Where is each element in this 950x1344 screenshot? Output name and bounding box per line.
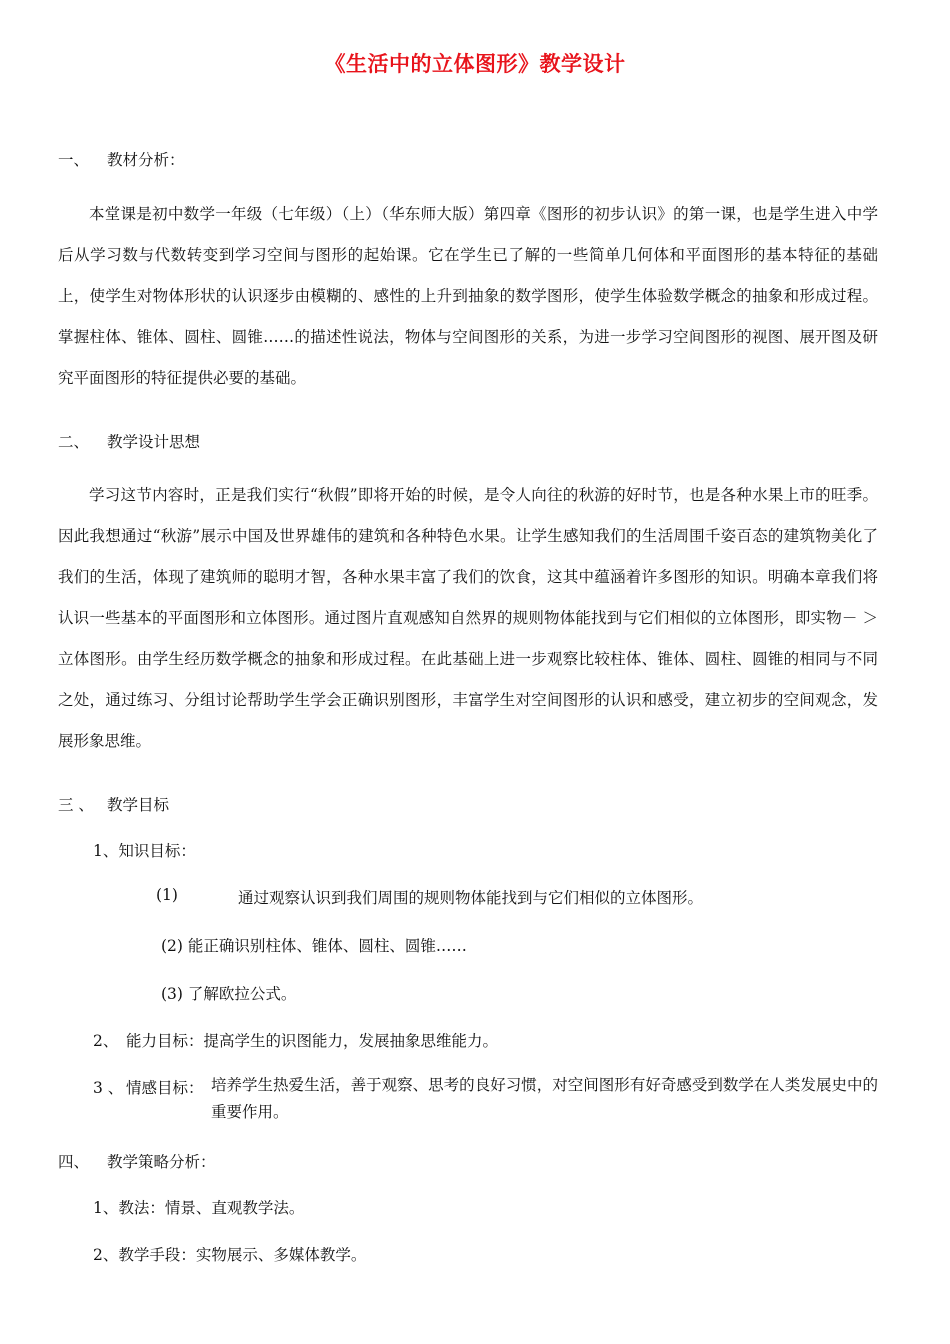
section-2-title: 教学设计思想 (106, 433, 200, 451)
section-1-title: 教材分析： (106, 151, 185, 169)
section-1-heading (58, 148, 184, 170)
section-3-number: 三 、 (58, 796, 94, 814)
section-4-title: 教学策略分析： (106, 1153, 216, 1171)
knowledge-item-2: (2) 能正确识别柱体、锥体、圆柱、圆锥…… (161, 937, 467, 955)
section-1-number: 一、 (58, 151, 90, 169)
ability-goal-text: 能力目标：提高学生的识图能力，发展抽象思维能力。 (126, 1032, 499, 1050)
section-2-heading (58, 430, 200, 452)
emotion-goal-number: 3 、 (93, 1079, 124, 1097)
knowledge-item-3: (3) 了解欧拉公式。 (161, 985, 297, 1003)
section-2-paragraph: 学习这节内容时，正是我们实行“秋假”即将开始的时候，是令人向往的秋游的好时节，也是各种水果上市的旺季。因此我想通过“秋游”展示中国及世界雄伟的建筑和各种特色水果。让学生感知我们的生活周围千姿百态的建筑物美化了我们的生活，体现了建筑师的聪明才智，各种水果丰富了我们的饮食，这其中蕴涵着许多图形的知识。明确本章我们将认识一些基本的平面图形和立体图形。通过图片直观感知自然界的规则物体能找到与它们相似的立体图形，即实物－ ＞ 立体图形。由学生经历数学概念的抽象和形成过程。在此基础上进一步观察比较柱体、锥体、圆柱、圆锥的相同与不同之处，通过练习、分组讨论帮助学生学会正确识别图形，丰富学生对空间图形的认识和感受，建立初步的空间观念，发展形象思维。 (58, 486, 878, 750)
section-2-number: 二、 (58, 433, 90, 451)
document-title: 《生活中的立体图形》教学设计 (324, 51, 626, 76)
section-4-number: 四、 (58, 1153, 90, 1171)
knowledge-item-1-text: 通过观察认识到我们周围的规则物体能找到与它们相似的立体图形。 (238, 889, 704, 907)
section-4-heading (58, 1150, 215, 1172)
teaching-means: 2、教学手段：实物展示、多媒体教学。 (93, 1246, 367, 1264)
section-1-paragraph: 本堂课是初中数学一年级（七年级）（上）（华东师大版）第四章《图形的初步认识》的第一课，也是学生进入中学后从学习数与代数转变到学习空间与图形的起始课。它在学生已了解的一些简单几何体和平面图形的基本特征的基础上，使学生对物体形状的认识逐步由模糊的、感性的上升到抽象的数学图形，使学生体验数学概念的抽象和形成过程。掌握柱体、锥体、圆柱、圆锥……的描述性说法，物体与空间图形的关系，为进一步学习空间图形的视图、展开图及研究平面图形的特征提供必要的基础。 (58, 205, 878, 387)
knowledge-item-1-number: (1) (156, 886, 178, 904)
section-3-heading (58, 793, 169, 815)
ability-goal-number: 2、 (93, 1032, 119, 1050)
teaching-method: 1、教法：情景、直观教学法。 (93, 1199, 305, 1217)
emotion-goal-text: 培养学生热爱生活，善于观察、思考的良好习惯，对空间图形有好奇感受到数学在人类发展史中的重要作用。 (211, 1076, 878, 1121)
knowledge-goal-label: 1、知识目标： (93, 842, 196, 860)
section-3-title: 教学目标 (106, 796, 169, 814)
emotion-goal-label: 情感目标： (126, 1079, 204, 1097)
